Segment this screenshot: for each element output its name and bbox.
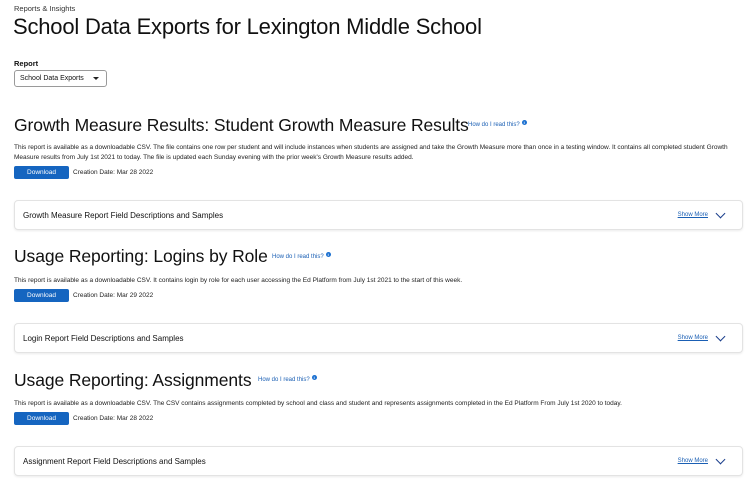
section-description-assignments: This report is available as a downloadable CSV. The CSV contains assignments completed by school and class and student and represents assignments completed in the Ed Platform From July 1st 2020 to today. — [14, 400, 622, 407]
caret-down-icon — [93, 77, 99, 80]
show-more-link[interactable]: Show More — [677, 212, 708, 218]
show-more-link[interactable]: Show More — [677, 335, 708, 341]
page-title: School Data Exports for Lexington Middle School — [13, 14, 482, 39]
breadcrumb[interactable]: Reports & Insights — [14, 4, 76, 13]
section-title-assignments: Usage Reporting: Assignments — [14, 370, 252, 390]
section-title-growth-measure: Growth Measure Results: Student Growth Measure Results — [14, 115, 469, 135]
help-link-assignments[interactable] — [258, 377, 317, 383]
creation-date-assignments: Creation Date: Mar 28 2022 — [73, 415, 154, 422]
help-link-label: How do I read this? — [468, 122, 520, 128]
help-link-label: How do I read this? — [272, 254, 324, 260]
section-description-growth-measure: This report is available as a downloadable CSV. The file contains one row per student and will include instances when students are assigned and take the Growth Measure more than once in a testing window. It contains all completed student Growth Measure results from July 1st 2021 to today. The file is updated each Sunday evening with the prior week's Growth Measure results added. — [14, 144, 728, 161]
help-link-logins[interactable] — [272, 254, 331, 260]
section-description-logins: This report is available as a downloadable CSV. It contains login by role for each user accessing the Ed Platform from July 1st 2021 to the start of this week. — [14, 277, 463, 284]
chevron-down-icon[interactable] — [716, 455, 726, 465]
creation-date-growth-measure: Creation Date: Mar 28 2022 — [73, 169, 154, 176]
help-link-label: How do I read this? — [258, 377, 310, 383]
accordion-growth-measure[interactable] — [14, 200, 743, 230]
chevron-down-icon[interactable] — [716, 332, 726, 342]
accordion-title: Assignment Report Field Descriptions and Samples — [23, 457, 206, 466]
show-more-link[interactable]: Show More — [677, 458, 708, 464]
download-button-logins[interactable]: Download — [14, 289, 69, 302]
info-icon: i — [313, 375, 315, 380]
accordion-title: Growth Measure Report Field Descriptions and Samples — [23, 211, 224, 220]
download-button-assignments[interactable]: Download — [14, 412, 69, 425]
info-icon: i — [327, 252, 329, 257]
section-title-logins: Usage Reporting: Logins by Role — [14, 246, 268, 266]
accordion-assignments[interactable] — [14, 446, 743, 476]
download-button-growth-measure[interactable]: Download — [14, 166, 69, 179]
help-link-growth-measure[interactable] — [468, 122, 527, 128]
creation-date-logins: Creation Date: Mar 29 2022 — [73, 292, 154, 299]
info-icon: i — [523, 120, 525, 125]
report-select-value: School Data Exports — [20, 75, 84, 82]
accordion-logins[interactable] — [14, 323, 743, 353]
accordion-title: Login Report Field Descriptions and Samples — [23, 334, 184, 343]
report-filter-label: Report — [14, 59, 39, 68]
report-select[interactable] — [14, 70, 107, 87]
chevron-down-icon[interactable] — [716, 209, 726, 219]
